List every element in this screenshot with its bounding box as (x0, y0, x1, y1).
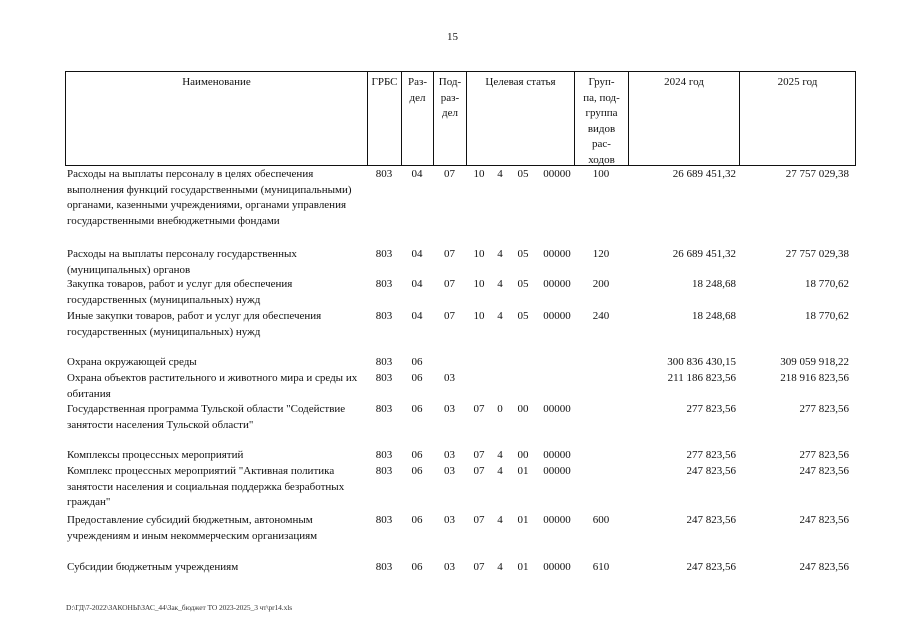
cell-grbs: 803 (375, 465, 393, 477)
row-name: Закупка товаров, работ и услуг для обеспечения государственных (муниципальных) нужд (67, 278, 293, 306)
cell-grbs: 803 (375, 356, 393, 368)
cell-t4: 00000 (543, 465, 571, 477)
cell-grbs: 803 (375, 310, 393, 322)
header-bottom-border (65, 165, 856, 166)
cell-t3: 05 (517, 168, 529, 180)
file-path-footer: D:\ГД\7-2022\ЗАКОНЫ\ЗАС_44\Зак_бюджет ТО 2023-2025_3 чт\pr14.xls (66, 603, 293, 612)
cell-podrazdel: 03 (444, 514, 455, 526)
cell-y2024: 26 689 451,32 (672, 248, 736, 260)
cell-razdel: 06 (411, 356, 423, 368)
cell-t4: 00000 (543, 248, 571, 260)
cell-grbs: 803 (375, 372, 393, 384)
cell-y2024: 18 248,68 (692, 278, 736, 290)
cell-t3: 01 (517, 465, 529, 477)
cell-razdel: 06 (411, 514, 423, 526)
cell-y2024: 277 823,56 (686, 449, 736, 461)
cell-group: 120 (592, 248, 610, 260)
cell-grbs: 803 (375, 168, 393, 180)
cell-t1: 10 (473, 310, 485, 322)
cell-podrazdel: 03 (444, 465, 455, 477)
cell-t3: 00 (517, 403, 529, 415)
cell-y2025: 277 823,56 (799, 403, 849, 415)
cell-t4: 00000 (543, 278, 571, 290)
header-name: Наименование (65, 71, 367, 165)
cell-t3: 05 (517, 248, 529, 260)
cell-razdel: 04 (411, 248, 423, 260)
cell-t2: 4 (497, 561, 503, 573)
cell-razdel: 06 (411, 561, 423, 573)
row-name: Охрана объектов растительного и животного мира и среды их обитания (67, 372, 358, 400)
cell-t3: 05 (517, 310, 529, 322)
cell-y2024: 300 836 430,15 (667, 356, 736, 368)
cell-t3: 05 (517, 278, 529, 290)
cell-grbs: 803 (375, 278, 393, 290)
cell-y2025: 277 823,56 (799, 449, 849, 461)
cell-y2024: 18 248,68 (692, 310, 736, 322)
row-name: Расходы на выплаты персоналу государственных (муниципальных) органов (67, 248, 297, 276)
cell-podrazdel: 07 (444, 278, 455, 290)
header-2024: 2024 год (628, 71, 739, 165)
cell-podrazdel: 07 (444, 248, 455, 260)
cell-group: 100 (592, 168, 610, 180)
cell-t1: 07 (473, 465, 485, 477)
cell-y2025: 309 059 918,22 (780, 356, 849, 368)
cell-y2024: 277 823,56 (686, 403, 736, 415)
page-number: 15 (447, 31, 458, 43)
cell-y2024: 211 186 823,56 (667, 372, 736, 384)
row-name: Предоставление субсидий бюджетным, автономным учреждениям и иным некоммерческим организациям (67, 514, 318, 542)
header-razdel: Раз- дел (401, 71, 433, 165)
cell-y2025: 247 823,56 (799, 561, 849, 573)
cell-t3: 00 (517, 449, 529, 461)
cell-t1: 07 (473, 449, 485, 461)
cell-razdel: 04 (411, 278, 423, 290)
cell-y2025: 27 757 029,38 (785, 248, 849, 260)
cell-grbs: 803 (375, 514, 393, 526)
row-name: Государственная программа Тульской области "Содействие занятости населения Тульской области" (67, 403, 346, 431)
row-name: Комплексы процессных мероприятий (67, 449, 244, 461)
row-name: Комплекс процессных мероприятий "Активная политика занятости населения и социальная поддержка безработных граждан" (67, 465, 345, 508)
cell-group: 600 (592, 514, 610, 526)
row-name: Иные закупки товаров, работ и услуг для обеспечения государственных (муниципальных) нужд (67, 310, 322, 338)
cell-t1: 10 (473, 168, 485, 180)
cell-razdel: 04 (411, 310, 423, 322)
header-group: Груп- па, под- группа видов рас- ходов (574, 71, 628, 165)
row-name: Охрана окружающей среды (67, 356, 197, 368)
cell-podrazdel: 03 (444, 403, 455, 415)
cell-y2025: 18 770,62 (805, 278, 849, 290)
cell-y2024: 247 823,56 (686, 514, 736, 526)
cell-razdel: 06 (411, 449, 423, 461)
cell-y2024: 247 823,56 (686, 561, 736, 573)
cell-y2025: 27 757 029,38 (785, 168, 849, 180)
cell-grbs: 803 (375, 561, 393, 573)
cell-t4: 00000 (543, 449, 571, 461)
row-name: Расходы на выплаты персоналу в целях обеспечения выполнения функций государственными (муниципальными) органами, казенными учреждениями, органами управления государственными внебюджетными фондами (67, 168, 352, 227)
cell-t1: 07 (473, 561, 485, 573)
cell-podrazdel: 03 (444, 561, 455, 573)
cell-y2024: 247 823,56 (686, 465, 736, 477)
cell-t3: 01 (517, 561, 529, 573)
cell-t4: 00000 (543, 168, 571, 180)
cell-group: 240 (592, 310, 610, 322)
cell-grbs: 803 (375, 449, 393, 461)
header-2025: 2025 год (739, 71, 856, 165)
header-grbs: ГРБС (367, 71, 401, 165)
row-name: Субсидии бюджетным учреждениям (67, 561, 239, 573)
cell-y2024: 26 689 451,32 (672, 168, 736, 180)
cell-group: 610 (592, 561, 610, 573)
cell-razdel: 06 (411, 465, 423, 477)
cell-t4: 00000 (543, 514, 571, 526)
cell-t4: 00000 (543, 561, 571, 573)
cell-y2025: 247 823,56 (799, 465, 849, 477)
cell-razdel: 06 (411, 372, 423, 384)
cell-group: 200 (592, 278, 610, 290)
table-header (65, 71, 856, 166)
cell-t2: 4 (497, 465, 503, 477)
cell-y2025: 218 916 823,56 (780, 372, 849, 384)
cell-t2: 4 (497, 248, 503, 260)
cell-grbs: 803 (375, 403, 393, 415)
cell-podrazdel: 07 (444, 310, 455, 322)
header-target: Целевая статья (466, 71, 574, 165)
cell-podrazdel: 03 (444, 449, 455, 461)
cell-t1: 10 (473, 278, 485, 290)
cell-t2: 4 (497, 278, 503, 290)
cell-t3: 01 (517, 514, 529, 526)
cell-t2: 0 (497, 403, 503, 415)
cell-podrazdel: 03 (444, 372, 455, 384)
cell-razdel: 06 (411, 403, 423, 415)
cell-t4: 00000 (543, 403, 571, 415)
cell-grbs: 803 (375, 248, 393, 260)
cell-t1: 07 (473, 514, 485, 526)
cell-razdel: 04 (411, 168, 423, 180)
cell-t2: 4 (497, 449, 503, 461)
cell-y2025: 18 770,62 (805, 310, 849, 322)
cell-t2: 4 (497, 514, 503, 526)
cell-t1: 07 (473, 403, 485, 415)
header-podrazdel: Под- раз- дел (433, 71, 466, 165)
cell-t2: 4 (497, 310, 503, 322)
cell-t4: 00000 (543, 310, 571, 322)
cell-y2025: 247 823,56 (799, 514, 849, 526)
cell-t1: 10 (473, 248, 485, 260)
cell-t2: 4 (497, 168, 503, 180)
cell-podrazdel: 07 (444, 168, 455, 180)
